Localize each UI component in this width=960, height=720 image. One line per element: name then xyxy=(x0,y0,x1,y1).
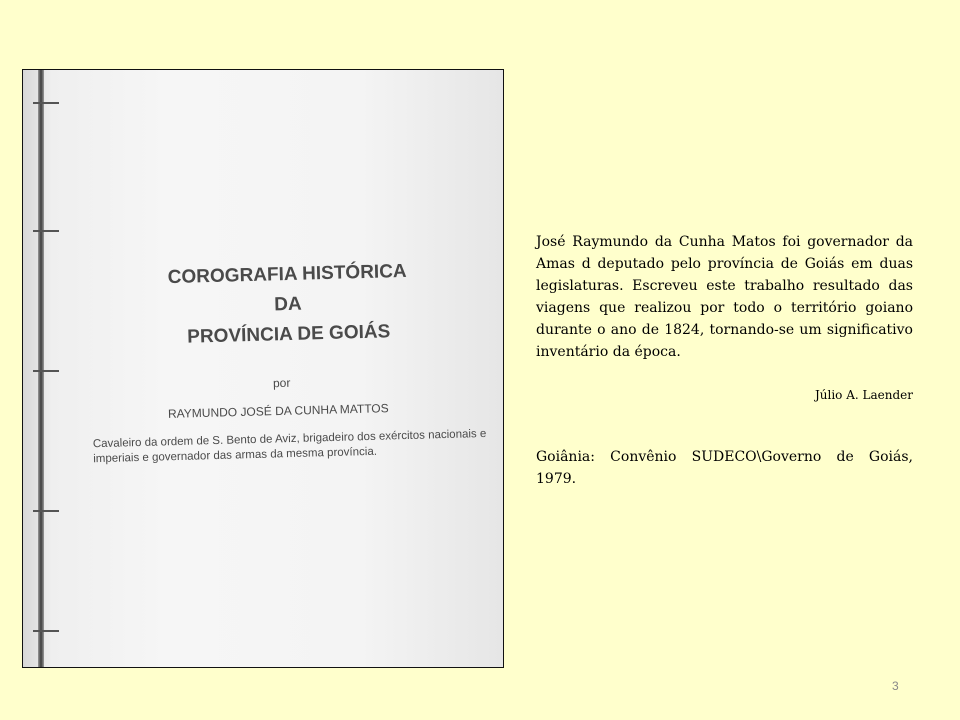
binding-staple xyxy=(33,510,59,512)
book-cover-scan xyxy=(22,69,504,668)
description-paragraph: José Raymundo da Cunha Matos foi governador da Amas d deputado pelo província de Goiás em duas legislaturas. Escreveu este trabalho resultado das viagens que realizou por todo o território goiano durante o ano de 1824, tornando-se um significativo inventário da época. xyxy=(536,234,913,360)
page-number: 3 xyxy=(892,679,899,693)
publisher-info: Goiânia: Convênio SUDECO\Governo de Goiás, 1979. xyxy=(536,449,913,487)
book-spine xyxy=(38,70,44,667)
binding-staple xyxy=(33,370,59,372)
cover-title-line: PROVÍNCIA DE GOIÁS xyxy=(187,321,391,348)
cover-author: RAYMUNDO JOSÉ DA CUNHA MATTOS xyxy=(167,401,389,421)
attribution: Júlio A. Laender xyxy=(814,388,913,402)
cover-title xyxy=(122,256,454,355)
cover-title-line: DA xyxy=(273,293,302,316)
binding-staple xyxy=(33,102,59,104)
cover-description: Cavaleiro da ordem de S. Bento de Aviz, brigadeiro dos exércitos nacionais e imperiais e governador das armas da mesma província. xyxy=(92,427,487,466)
cover-title-line: COROGRAFIA HISTÓRICA xyxy=(167,260,407,289)
binding-staple xyxy=(33,630,59,632)
cover-por: por xyxy=(272,375,291,391)
binding-staple xyxy=(33,230,59,232)
